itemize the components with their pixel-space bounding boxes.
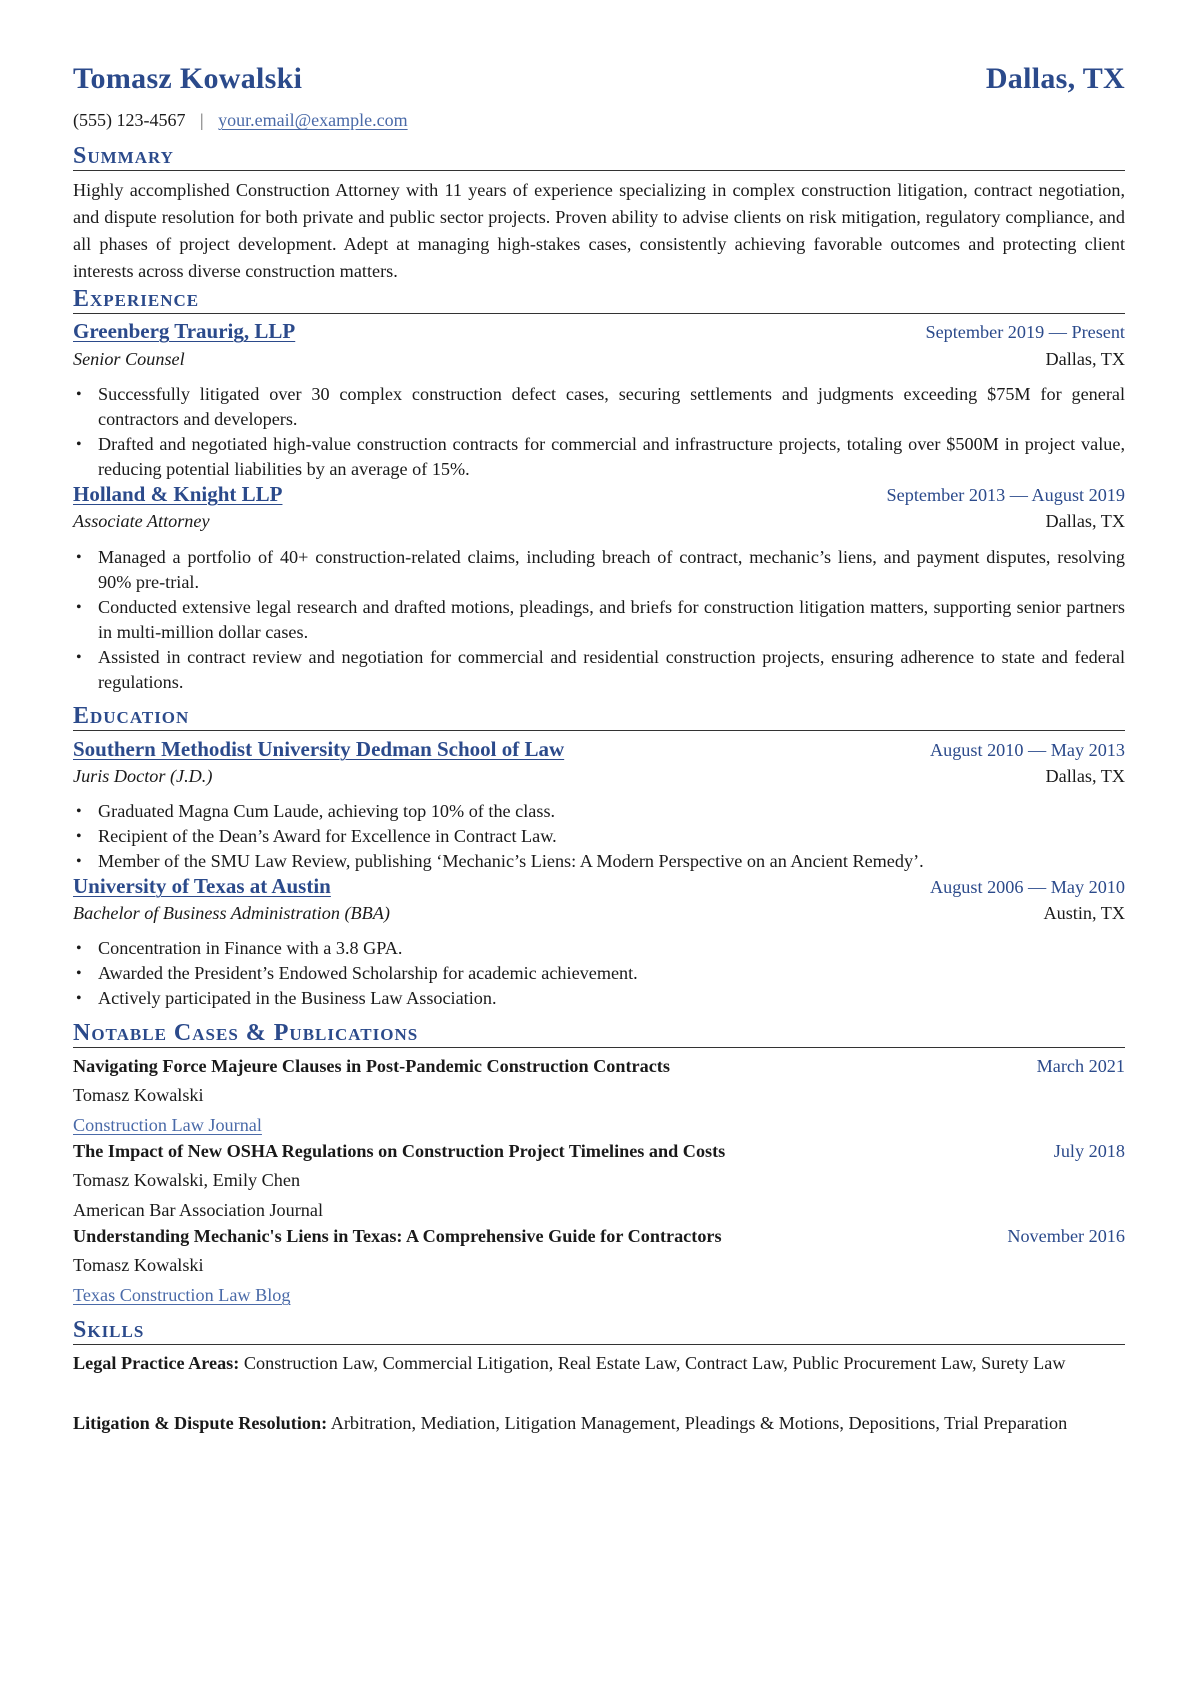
email-link[interactable]: your.email@example.com xyxy=(218,110,408,130)
bullet-item: • Managed a portfolio of 40+ construction-related claims, including breach of contract, mechanic’s liens, and payment disputes, resolving 90% pre-trial. xyxy=(98,545,1125,595)
publication-title: Understanding Mechanic's Liens in Texas: A Comprehensive Guide for Contractors xyxy=(73,1226,722,1246)
publication-venue: American Bar Association Journal xyxy=(73,1200,324,1220)
skill-label: Legal Practice Areas: xyxy=(73,1353,240,1373)
publication-authors: Tomasz Kowalski xyxy=(73,1085,204,1105)
education-dates: August 2006 — May 2010 xyxy=(929,877,1125,897)
job-bullets xyxy=(73,382,1125,482)
bullet-item: • Recipient of the Dean’s Award for Excellence in Contract Law. xyxy=(98,824,1125,849)
degree: Bachelor of Business Administration (BBA) xyxy=(73,903,390,923)
job-role: Associate Attorney xyxy=(73,511,210,531)
company-link[interactable]: Greenberg Traurig, LLP xyxy=(73,319,296,343)
job-location: Dallas, TX xyxy=(1045,511,1125,531)
publication-date: March 2021 xyxy=(1036,1056,1125,1076)
publication-authors: Tomasz Kowalski, Emily Chen xyxy=(73,1170,301,1190)
bullet-item: • Member of the SMU Law Review, publishing ‘Mechanic’s Liens: A Modern Perspective on an Ancient Remedy’. xyxy=(98,849,1125,874)
publication-venue-link[interactable]: Construction Law Journal xyxy=(73,1115,262,1135)
publication-title: Navigating Force Majeure Clauses in Post-Pandemic Construction Contracts xyxy=(73,1056,670,1076)
publication-venue-link[interactable]: Texas Construction Law Blog xyxy=(73,1285,291,1305)
company-link[interactable]: Holland & Knight LLP xyxy=(73,482,283,506)
section-title-skills: Skills xyxy=(73,1316,1125,1345)
school-link[interactable]: University of Texas at Austin xyxy=(73,874,331,898)
bullet-item: • Concentration in Finance with a 3.8 GPA. xyxy=(98,936,1125,961)
education-location: Austin, TX xyxy=(1043,903,1125,923)
skill-values: Construction Law, Commercial Litigation, Real Estate Law, Contract Law, Public Procurement Law, Surety Law xyxy=(243,1353,1066,1373)
job-bullets xyxy=(73,545,1125,695)
bullet-item: • Graduated Magna Cum Laude, achieving top 10% of the class. xyxy=(98,799,1125,824)
skill-group xyxy=(73,1351,1125,1376)
bullet-item: • Drafted and negotiated high-value construction contracts for commercial and infrastructure projects, totaling over $500M in project value, reducing potential liabilities by an average of 15%. xyxy=(98,432,1125,482)
job-location: Dallas, TX xyxy=(1045,349,1125,369)
education-bullets xyxy=(73,799,1125,874)
summary-text: Highly accomplished Construction Attorney with 11 years of experience specializing in complex construction litigation, contract negotiation, and dispute resolution for both private and public sector projects. Proven ability to advise clients on risk mitigation, regulatory compliance, and all phases of project development. Adept at managing high-stakes cases, consistently achieving favorable outcomes and protecting client interests across diverse construction matters. xyxy=(73,180,1125,281)
section-title-experience: Experience xyxy=(73,285,1125,314)
section-title-education: Education xyxy=(73,702,1125,731)
bullet-item: • Conducted extensive legal research and drafted motions, pleadings, and briefs for construction litigation matters, supporting senior partners in multi-million dollar cases. xyxy=(98,595,1125,645)
candidate-location: Dallas, TX xyxy=(985,62,1125,95)
publication-date: November 2016 xyxy=(1007,1226,1125,1246)
skill-values: Arbitration, Mediation, Litigation Management, Pleadings & Motions, Depositions, Trial Preparation xyxy=(330,1413,1068,1433)
contact-separator: | xyxy=(199,110,204,130)
degree: Juris Doctor (J.D.) xyxy=(73,766,213,786)
skill-label: Litigation & Dispute Resolution: xyxy=(73,1413,328,1433)
bullet-item: • Awarded the President’s Endowed Scholarship for academic achievement. xyxy=(98,961,1125,986)
skill-group xyxy=(73,1411,1125,1436)
publication-authors: Tomasz Kowalski xyxy=(73,1255,204,1275)
job-dates: September 2013 — August 2019 xyxy=(886,485,1125,505)
publication-title: The Impact of New OSHA Regulations on Construction Project Timelines and Costs xyxy=(73,1141,726,1161)
bullet-item: • Actively participated in the Business Law Association. xyxy=(98,986,1125,1011)
publication-date: July 2018 xyxy=(1053,1141,1125,1161)
candidate-name: Tomasz Kowalski xyxy=(73,62,303,95)
education-dates: August 2010 — May 2013 xyxy=(929,740,1125,760)
resume-header xyxy=(73,62,1125,96)
job-role: Senior Counsel xyxy=(73,349,185,369)
phone-number: (555) 123-4567 xyxy=(73,110,186,130)
education-bullets xyxy=(73,936,1125,1011)
education-location: Dallas, TX xyxy=(1045,766,1125,786)
school-link[interactable]: Southern Methodist University Dedman School of Law xyxy=(73,737,565,761)
section-title-publications: Notable Cases & Publications xyxy=(73,1019,1125,1048)
bullet-item: • Successfully litigated over 30 complex construction defect cases, securing settlements and judgments exceeding $75M for general contractors and developers. xyxy=(98,382,1125,432)
job-dates: September 2019 — Present xyxy=(925,322,1125,342)
contact-line xyxy=(73,110,408,131)
section-title-summary: Summary xyxy=(73,142,1125,171)
bullet-item: • Assisted in contract review and negotiation for commercial and residential construction projects, ensuring adherence to state and federal regulations. xyxy=(98,645,1125,695)
